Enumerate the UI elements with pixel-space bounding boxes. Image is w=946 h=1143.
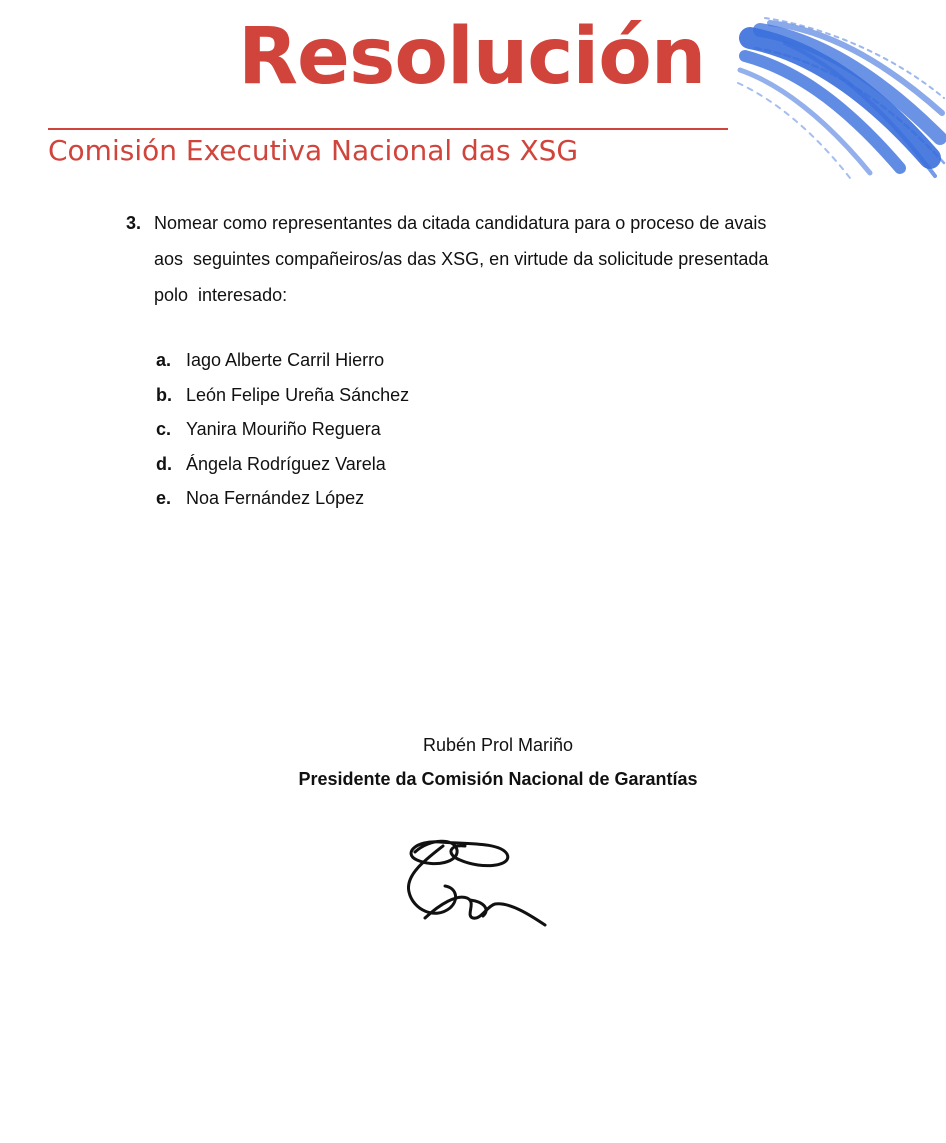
list-item (156, 447, 409, 482)
list-letter: a. (156, 350, 172, 370)
title-rule (48, 128, 728, 130)
representative-name: Noa Fernández López (186, 488, 365, 508)
representative-name: Iago Alberte Carril Hierro (186, 350, 385, 370)
representative-name: Yanira Mouriño Reguera (186, 419, 381, 439)
representative-name: León Felipe Ureña Sánchez (186, 384, 410, 405)
representatives-list (156, 343, 409, 516)
list-letter: d. (156, 453, 172, 474)
resolution-subtitle: Comisión Executiva Nacional das XSG (48, 134, 579, 167)
signer-name: Rubén Prol Mariño (422, 735, 574, 755)
blue-brush-stroke-decoration (730, 8, 946, 180)
handwritten-signature (395, 830, 555, 935)
list-item (156, 412, 409, 447)
list-letter: c. (156, 419, 172, 439)
item-number: 3. (126, 213, 142, 233)
list-item (156, 481, 409, 516)
list-letter: e. (156, 488, 172, 508)
item-text (154, 205, 844, 313)
resolution-title: Resolución (238, 12, 706, 102)
item-text-line: aos seguintes compañeiros/as das XSG, en virtude da solicitude presentada (154, 249, 769, 269)
list-item (156, 378, 409, 413)
item-text-line: polo interesado: (154, 285, 288, 305)
item-text-line: Nomear como representantes da citada candidatura para o proceso de avais (154, 213, 767, 233)
representative-name: Ángela Rodríguez Varela (186, 453, 386, 474)
signer-role: Presidente da Comisión Nacional de Garantías (298, 769, 698, 789)
list-item (156, 343, 409, 378)
list-letter: b. (156, 384, 172, 405)
